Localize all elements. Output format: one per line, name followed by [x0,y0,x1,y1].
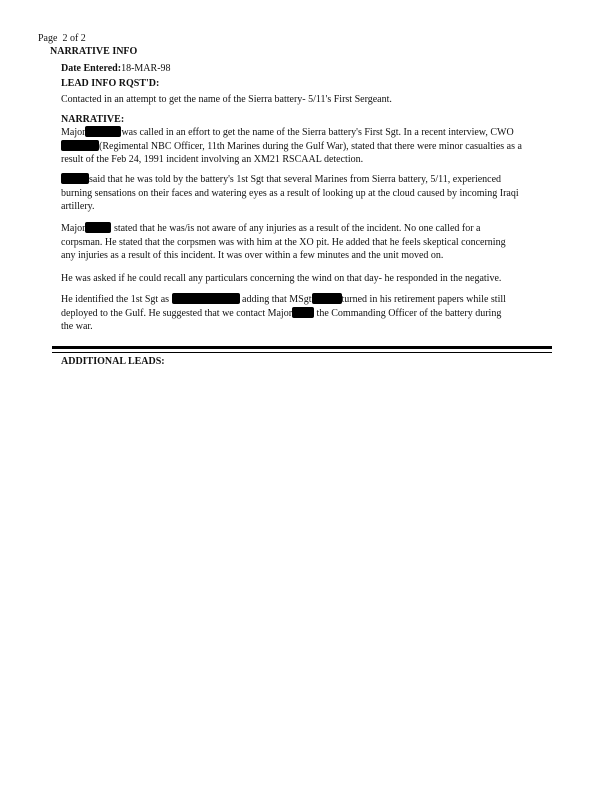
paragraph-line [61,140,551,154]
text-fragment: the Commanding Officer of the battery during [316,307,502,319]
date-entered-row [61,62,171,75]
text-fragment: Major [61,223,86,234]
section-divider-thin [52,352,552,353]
redaction-block [85,126,121,137]
date-entered-label: Date Entered: [61,63,122,74]
paragraph-line [61,126,551,140]
paragraph-line [61,153,551,167]
paragraph-line [61,236,551,250]
text-fragment: the war. [61,321,93,332]
page-indicator [38,32,86,45]
text-fragment: any injuries as a result of this incident. It was over within a few minutes and the unit moved on. [61,250,444,261]
paragraph-line [61,293,551,307]
redaction-block [61,173,89,184]
narrative-paragraph-3 [61,222,551,263]
text-fragment: said that he was told by the battery's 1st Sgt that several Marines from Sierra battery, 5/11, experienced [89,174,502,185]
narrative-paragraph-1 [61,126,551,167]
paragraph-line [61,320,551,334]
paragraph-line [61,187,551,201]
lead-info-label: LEAD INFO RQST'D: [61,78,160,89]
date-entered-value: 18-MAR-98 [121,63,171,74]
paragraph-line [61,249,551,263]
text-fragment: deployed to the Gulf. He suggested that we contact Major [61,307,293,319]
narrative-paragraph-4 [61,272,551,286]
page-label: Page [38,33,58,44]
narrative-paragraph-5 [61,293,551,334]
text-fragment: burning sensations on their faces and watering eyes as a result of looking up at the cloud caused by incoming Iraqi [61,187,519,199]
page-number: 2 of 2 [62,33,86,44]
text-fragment: result of the Feb 24, 1991 incident involving an XM21 RSCAAL detection. [61,154,364,165]
paragraph-line: He was asked if he could recall any particulars concerning the wind on that day- he responded in the negative. [61,273,502,284]
paragraph-line [61,173,551,187]
redaction-block [292,307,314,318]
text-fragment: was called in an effort to get the name of the Sierra battery's First Sgt. In a recent interview, CWO [121,127,514,138]
lead-info-text: Contacted in an attempt to get the name of the Sierra battery- 5/11's First Sergeant. [61,94,392,105]
narrative-heading: NARRATIVE: [61,114,125,125]
redaction-block [85,222,111,233]
text-fragment: (Regimental NBC Officer, 11th Marines during the Gulf War), stated that there were minor casualties as a [99,140,522,152]
paragraph-line [61,200,551,214]
text-fragment: turned in his retirement papers while still [341,294,506,305]
redaction-block [312,293,342,304]
redaction-block [172,293,240,304]
text-fragment: He identified the 1st Sgt as [61,294,170,305]
paragraph-line [61,222,551,236]
narrative-paragraph-2 [61,173,551,214]
text-fragment: stated that he was/is not aware of any injuries as a result of the incident. No one called for a [113,223,481,234]
section-title: NARRATIVE INFO [50,46,138,57]
text-fragment: Major [61,127,86,138]
paragraph-line [61,307,551,321]
text-fragment: corpsman. He stated that the corpsmen was with him at the XO pit. He added that he feels skeptical concerning [61,236,506,248]
redaction-block [61,140,99,151]
text-fragment: adding that MSgt [242,294,312,305]
section-divider-thick [52,346,552,349]
text-fragment: artillery. [61,201,95,212]
additional-leads-heading: ADDITIONAL LEADS: [61,356,165,367]
